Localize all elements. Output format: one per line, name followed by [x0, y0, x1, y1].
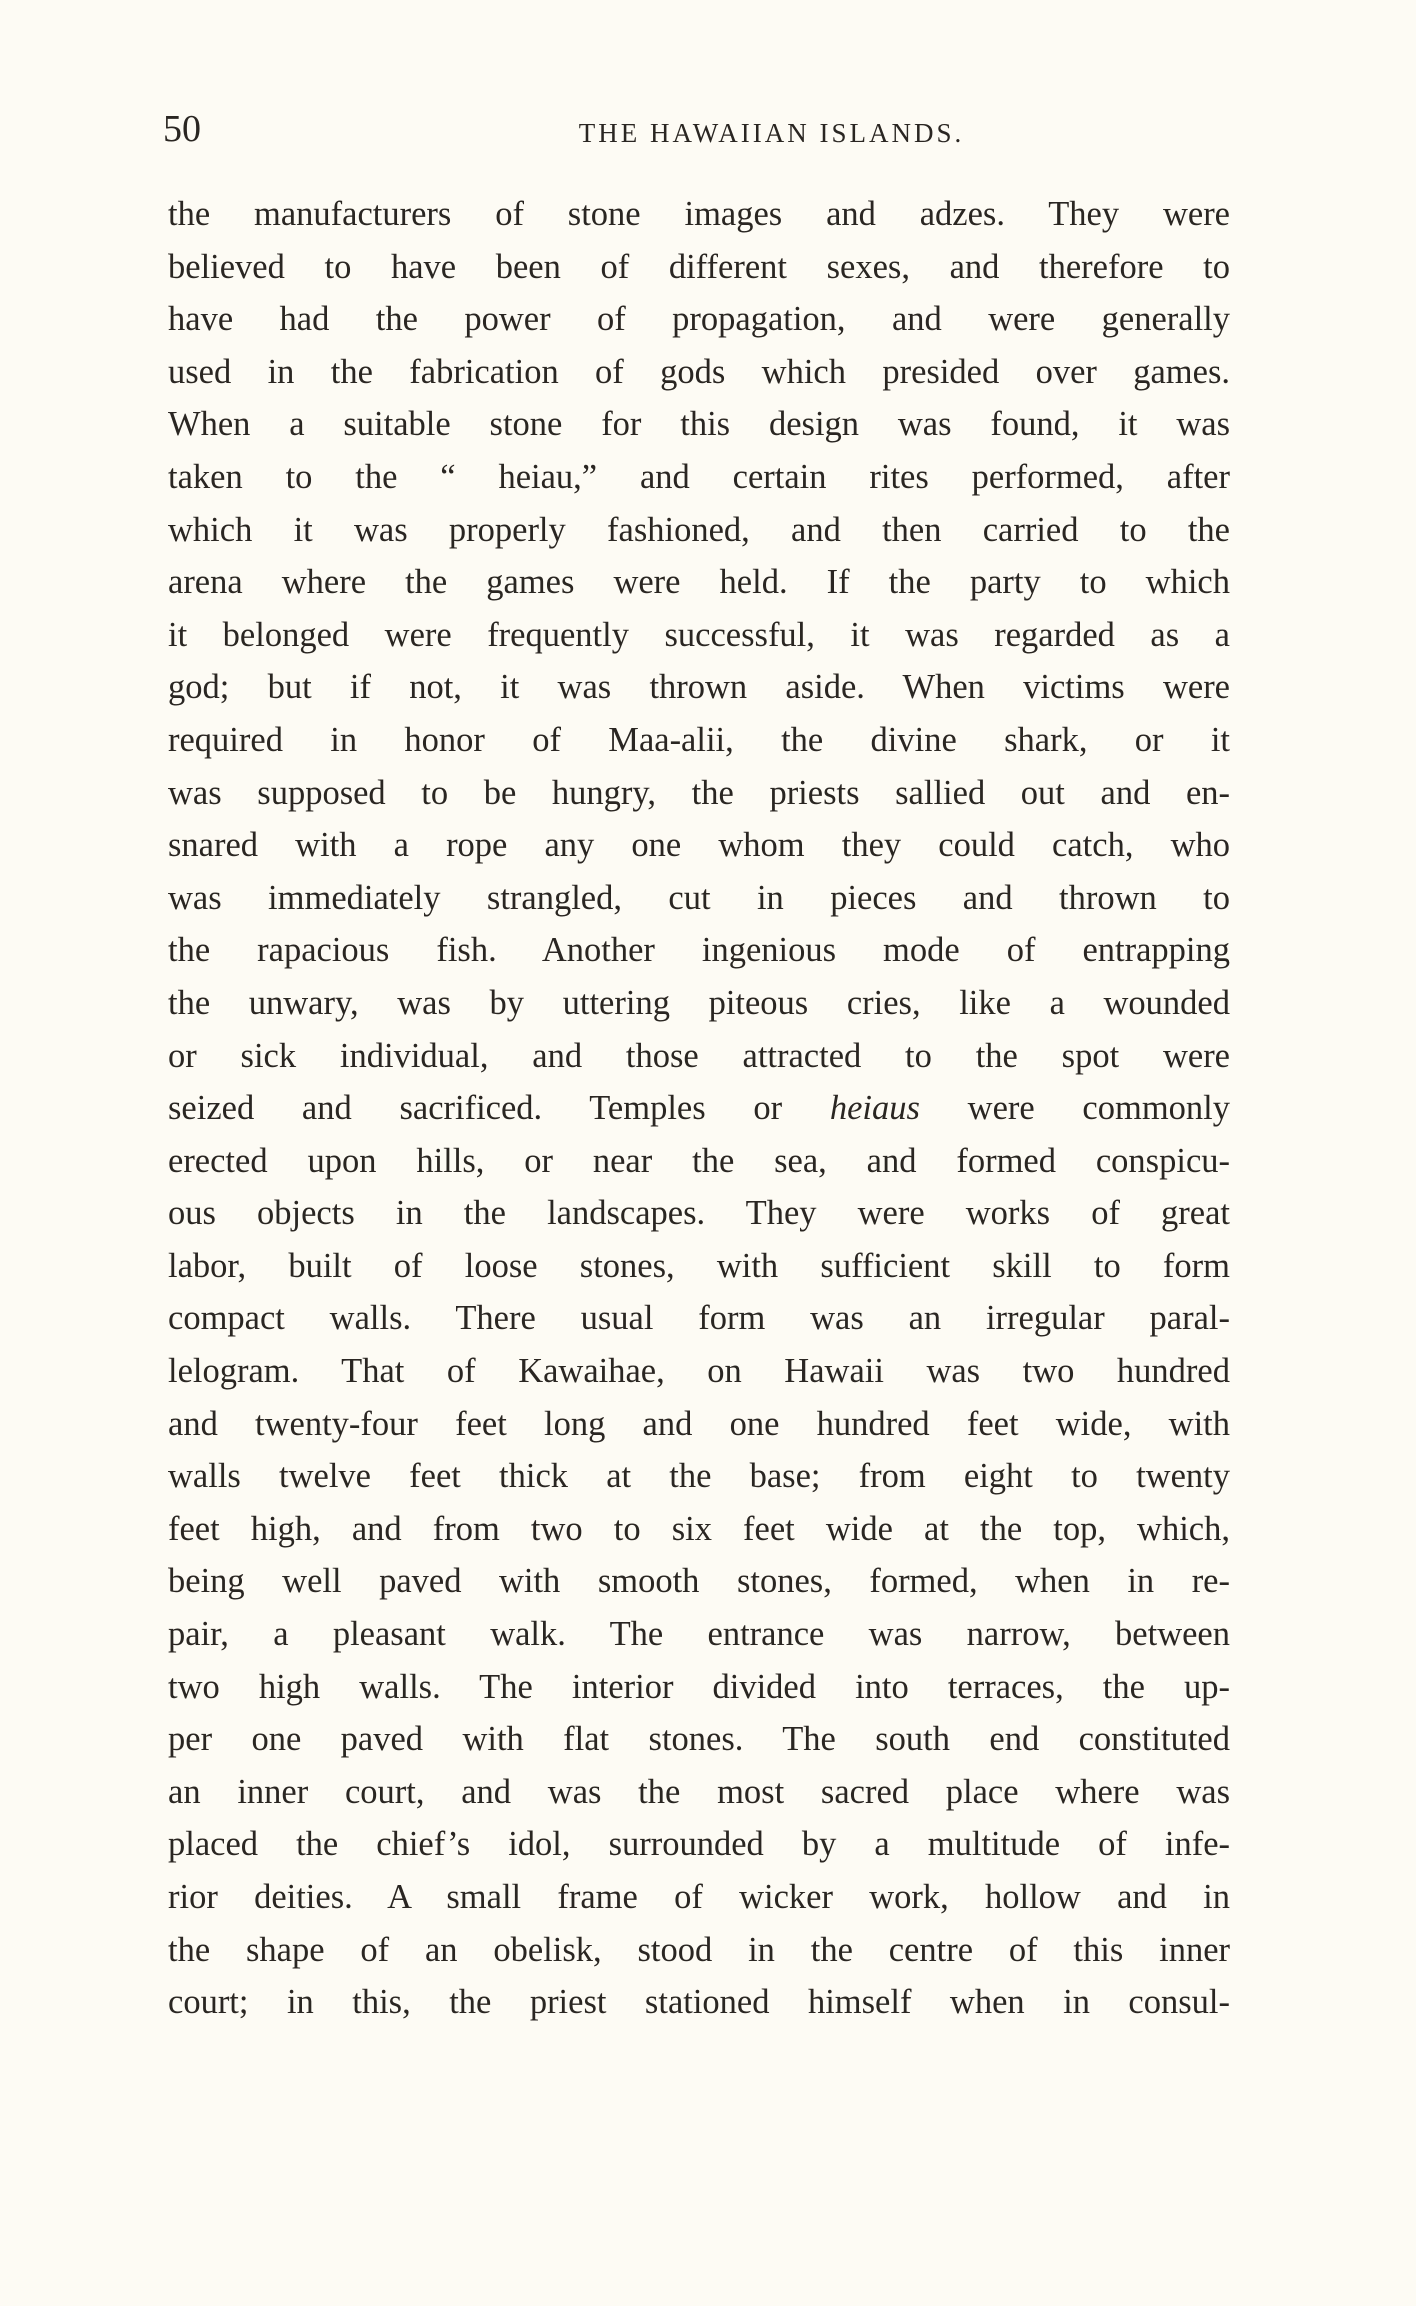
text-line: placed the chief’s idol, surrounded by a multitude of infe-	[168, 1825, 1230, 1864]
text-line: ous objects in the landscapes. They were works of great	[168, 1194, 1230, 1233]
text-segment: were commonly	[919, 1089, 1230, 1128]
running-head	[163, 104, 1230, 154]
text-line: two high walls. The interior divided into terraces, the up-	[168, 1667, 1230, 1706]
text-line: arena where the games were held. If the party to which	[168, 563, 1230, 602]
text-line: erected upon hills, or near the sea, and formed conspicu-	[168, 1141, 1230, 1180]
text-line: was immediately strangled, cut in pieces and thrown to	[168, 878, 1230, 917]
text-line: taken to the “ heiau,” and certain rites performed, after	[168, 457, 1230, 496]
text-line: walls twelve feet thick at the base; from eight to twenty	[168, 1457, 1230, 1496]
text-line: per one paved with flat stones. The south end constituted	[168, 1720, 1230, 1759]
text-line: or sick individual, and those attracted to the spot were	[168, 1036, 1230, 1075]
text-line: god; but if not, it was thrown aside. When victims were	[168, 668, 1230, 707]
text-line-with-italic	[168, 1082, 1230, 1135]
text-line: the manufacturers of stone images and adzes. They were	[168, 195, 1230, 233]
text-line: which it was properly fashioned, and then carried to the	[168, 510, 1230, 549]
text-line: the unwary, was by uttering piteous cries, like a wounded	[168, 983, 1230, 1022]
text-line: rior deities. A small frame of wicker work, hollow and in	[168, 1878, 1230, 1916]
text-line: feet high, and from two to six feet wide at the top, which,	[168, 1509, 1230, 1548]
text-line: was supposed to be hungry, the priests sallied out and en-	[168, 773, 1230, 812]
text-line: snared with a rope any one whom they could catch, who	[168, 826, 1230, 865]
page-number: 50	[163, 108, 201, 150]
text-line: and twenty-four feet long and one hundred feet wide, with	[168, 1404, 1230, 1443]
body-text	[168, 188, 1230, 2029]
text-line: required in honor of Maa-alii, the divine shark, or it	[168, 720, 1230, 759]
text-line: When a suitable stone for this design was found, it was	[168, 405, 1230, 444]
text-segment: seized and sacrificed. Temples or	[168, 1089, 830, 1128]
text-line: believed to have been of different sexes, and therefore to	[168, 247, 1230, 286]
text-line: it belonged were frequently successful, it was regarded as a	[168, 615, 1230, 654]
text-line: court; in this, the priest stationed himself when in consul-	[168, 1983, 1230, 2022]
text-line: lelogram. That of Kawaihae, on Hawaii was two hundred	[168, 1352, 1230, 1391]
text-line: the shape of an obelisk, stood in the centre of this inner	[168, 1930, 1230, 1969]
text-line: the rapacious fish. Another ingenious mode of entrapping	[168, 931, 1230, 970]
text-line: have had the power of propagation, and were generally	[168, 300, 1230, 339]
text-line: compact walls. There usual form was an irregular paral-	[168, 1299, 1230, 1338]
text-line: pair, a pleasant walk. The entrance was narrow, between	[168, 1615, 1230, 1654]
text-line: an inner court, and was the most sacred place where was	[168, 1772, 1230, 1811]
running-title: THE HAWAIIAN ISLANDS.	[578, 118, 965, 148]
italic-term: heiaus	[829, 1089, 920, 1128]
text-line: used in the fabrication of gods which presided over games.	[168, 352, 1230, 391]
text-line: labor, built of loose stones, with sufficient skill to form	[168, 1246, 1230, 1285]
text-line: being well paved with smooth stones, formed, when in re-	[168, 1562, 1230, 1601]
